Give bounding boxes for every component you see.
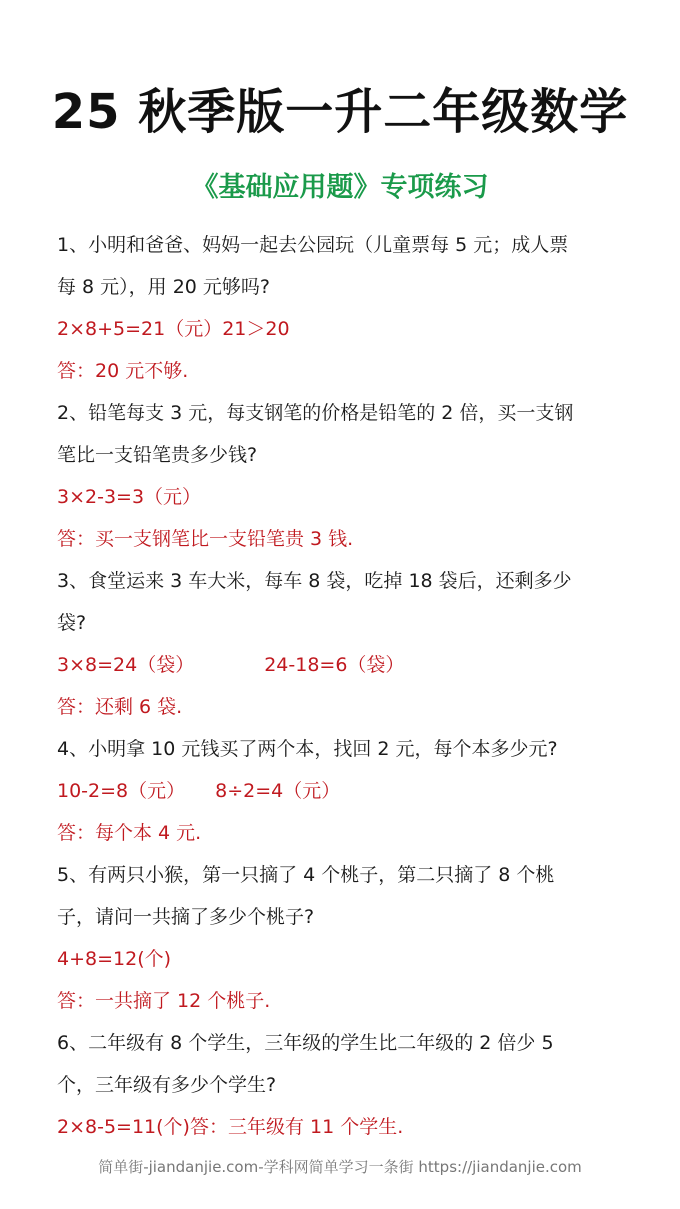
problem-3-answer: 答：还剩 6 袋. [57, 696, 183, 718]
page-subtitle: 《基础应用题》专项练习 [191, 172, 489, 203]
problem-4-calculation [57, 770, 647, 812]
problem-6-question-line-2: 个，三年级有多少个学生? [57, 1074, 277, 1096]
problem-3-question-line-1: 3、食堂运来 3 车大米，每车 8 袋，吃掉 18 袋后，还剩多少 [57, 570, 572, 592]
problem-1-answer: 答：20 元不够. [57, 360, 189, 382]
problem-5-question-line-1: 5、有两只小猴，第一只摘了 4 个桃子，第二只摘了 8 个桃 [57, 864, 555, 886]
page-footer: 简单街-jiandanjie.com-学科网简单学习一条街 https://jiandanjie.com [98, 1158, 582, 1176]
problem-4-calc-step-1: 10-2=8（元） [57, 780, 186, 802]
problem-5-question-line-2: 子，请问一共摘了多少个桃子? [57, 906, 315, 928]
problem-4-calc-step-2: 8÷2=4（元） [215, 780, 341, 802]
problem-1-question-line-1: 1、小明和爸爸、妈妈一起去公园玩（儿童票每 5 元；成人票 [57, 234, 569, 256]
problem-5-answer: 答：一共摘了 12 个桃子. [57, 990, 271, 1012]
problem-3-calc-step-1: 3×8=24（袋） [57, 654, 195, 676]
problem-list [57, 224, 647, 1148]
problem-1-question-line-2: 每 8 元），用 20 元够吗? [57, 276, 271, 298]
problem-1-calculation: 2×8+5=21（元）21＞20 [57, 318, 290, 340]
problem-3-calculation [57, 644, 647, 686]
problem-4-question-line-1: 4、小明拿 10 元钱买了两个本，找回 2 元，每个本多少元? [57, 738, 558, 760]
page-title: 25 秋季版一升二年级数学 [51, 84, 629, 140]
problem-4-answer: 答：每个本 4 元. [57, 822, 202, 844]
problem-6-question-line-1: 6、二年级有 8 个学生，三年级的学生比二年级的 2 倍少 5 [57, 1032, 554, 1054]
problem-5-calculation: 4+8=12(个) [57, 948, 172, 970]
problem-2-calculation: 3×2-3=3（元） [57, 486, 202, 508]
problem-2-answer: 答：买一支钢笔比一支铅笔贵 3 钱. [57, 528, 354, 550]
problem-6-calculation-and-answer: 2×8-5=11(个)答：三年级有 11 个学生. [57, 1116, 404, 1138]
problem-2-question-line-1: 2、铅笔每支 3 元，每支钢笔的价格是铅笔的 2 倍，买一支钢 [57, 402, 574, 424]
problem-3-question-line-2: 袋? [57, 612, 87, 634]
problem-2-question-line-2: 笔比一支铅笔贵多少钱? [57, 444, 258, 466]
problem-3-calc-step-2: 24-18=6（袋） [264, 654, 405, 676]
